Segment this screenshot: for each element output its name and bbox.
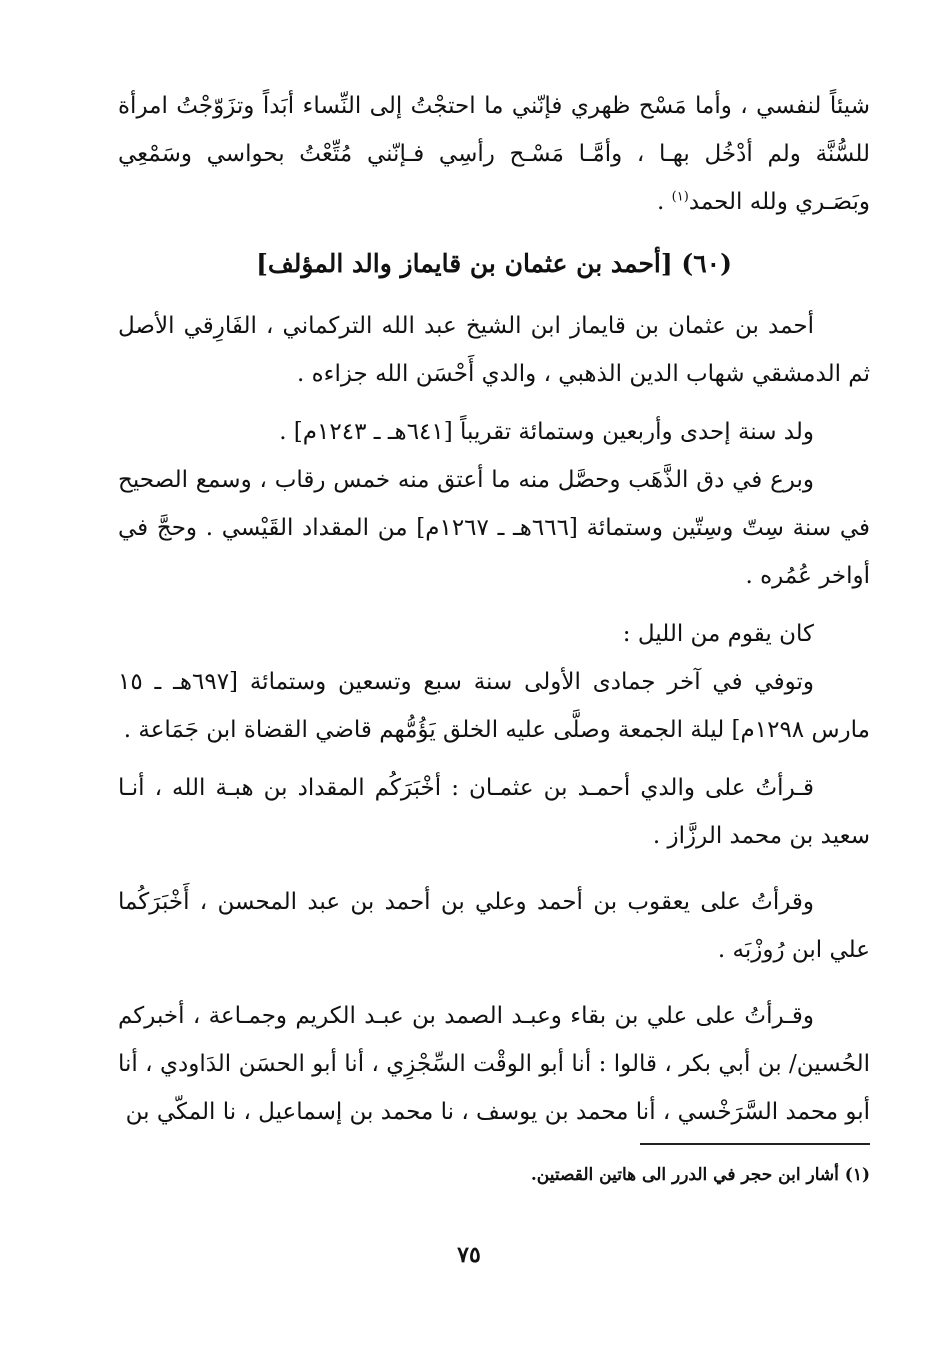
- paragraph-craft: وبرع في دق الذَّهَب وحصَّل منه ما أعتق منه خمس رقاب ، وسمع الصحيح في سنة سِتّ وسِتّين وستمائة [٦٦٦هـ ـ ١٢٦٧م] من المقداد القَيْسي . وحجَّ في أواخر عُمُره .: [118, 467, 870, 589]
- section-heading: (٦٠) [أحمد بن عثمان بن قايماز والد المؤلف]: [256, 249, 732, 278]
- paragraph-night: كان يقوم من الليل :: [622, 621, 814, 647]
- paragraph-reading-3: وقـرأتُ على علي بن بقاء وعبـد الصمد بن عبـد الكريم وجمـاعة ، أخبركم الحُسين/ بن أبي بكر ، قالوا : أنا أبو الوقْت السِّجْزِي ، أنا أبو الحسَن الدَاودي ، أنا أبو محمد السَّرَخْسي ، أنا محمد بن يوسف ، نا محمد بن إسماعيل ، نا المكّي بن: [118, 1003, 870, 1125]
- paragraph-name: أحمد بن عثمان بن قايماز ابن الشيخ عبد الله التركماني ، الفَارِقي الأصل ثم الدمشقي شهاب الدين الذهبي ، والدي أَحْسَن الله جزاءه .: [118, 313, 870, 387]
- intro-text: [118, 82, 870, 226]
- paragraph-reading-1: قـرأتُ على والدي أحمـد بن عثمـان : أخْبَرَكُم المقداد بن هبـة الله ، أنـا سعيد بن محمد الرزَّاز .: [118, 775, 870, 849]
- footnote-divider: [640, 1143, 870, 1145]
- intro-body: شيئاً لنفسي ، وأما مَسْح ظهري فإنّني ما احتجْتُ إلى النِّساء أبَداً وتزَوّجْتُ امرأة للسُّنَّة ولم أدْخُل بهـا ، وأمَّـا مَسْـح رأسِي فـإنّني مُتِّعْتُ بحواسي وسَمْعِي وبَصَـري ولله الحمد: [118, 93, 870, 215]
- footnote-text: (١) أشار ابن حجر في الدرر الى هاتين القصتين.: [530, 1165, 870, 1185]
- intro-paragraph: [118, 82, 870, 226]
- paragraph-birth: ولد سنة إحدى وأربعين وستمائة تقريباً [٦٤١هـ ـ ١٢٤٣م] .: [279, 419, 814, 445]
- paragraph-death: وتوفي في آخر جمادى الأولى سنة سبع وتسعين وستمائة [٦٩٧هـ ـ ١٥ مارس ١٢٩٨م] ليلة الجمعة وصلَّى عليه الخلق يَؤُمُّهم قاضي القضاة ابن جَمَاعة .: [118, 669, 870, 743]
- paragraph-reading-2: وقرأتُ على يعقوب بن أحمد وعلي بن أحمد بن عبد المحسن ، أَخْبَرَكُما علي ابن رُوزْبَه .: [118, 889, 870, 963]
- intro-end: .: [657, 189, 672, 215]
- footnote-reference: (١): [671, 189, 689, 205]
- main-body: [118, 302, 870, 1136]
- page-number: ٧٥: [457, 1242, 481, 1268]
